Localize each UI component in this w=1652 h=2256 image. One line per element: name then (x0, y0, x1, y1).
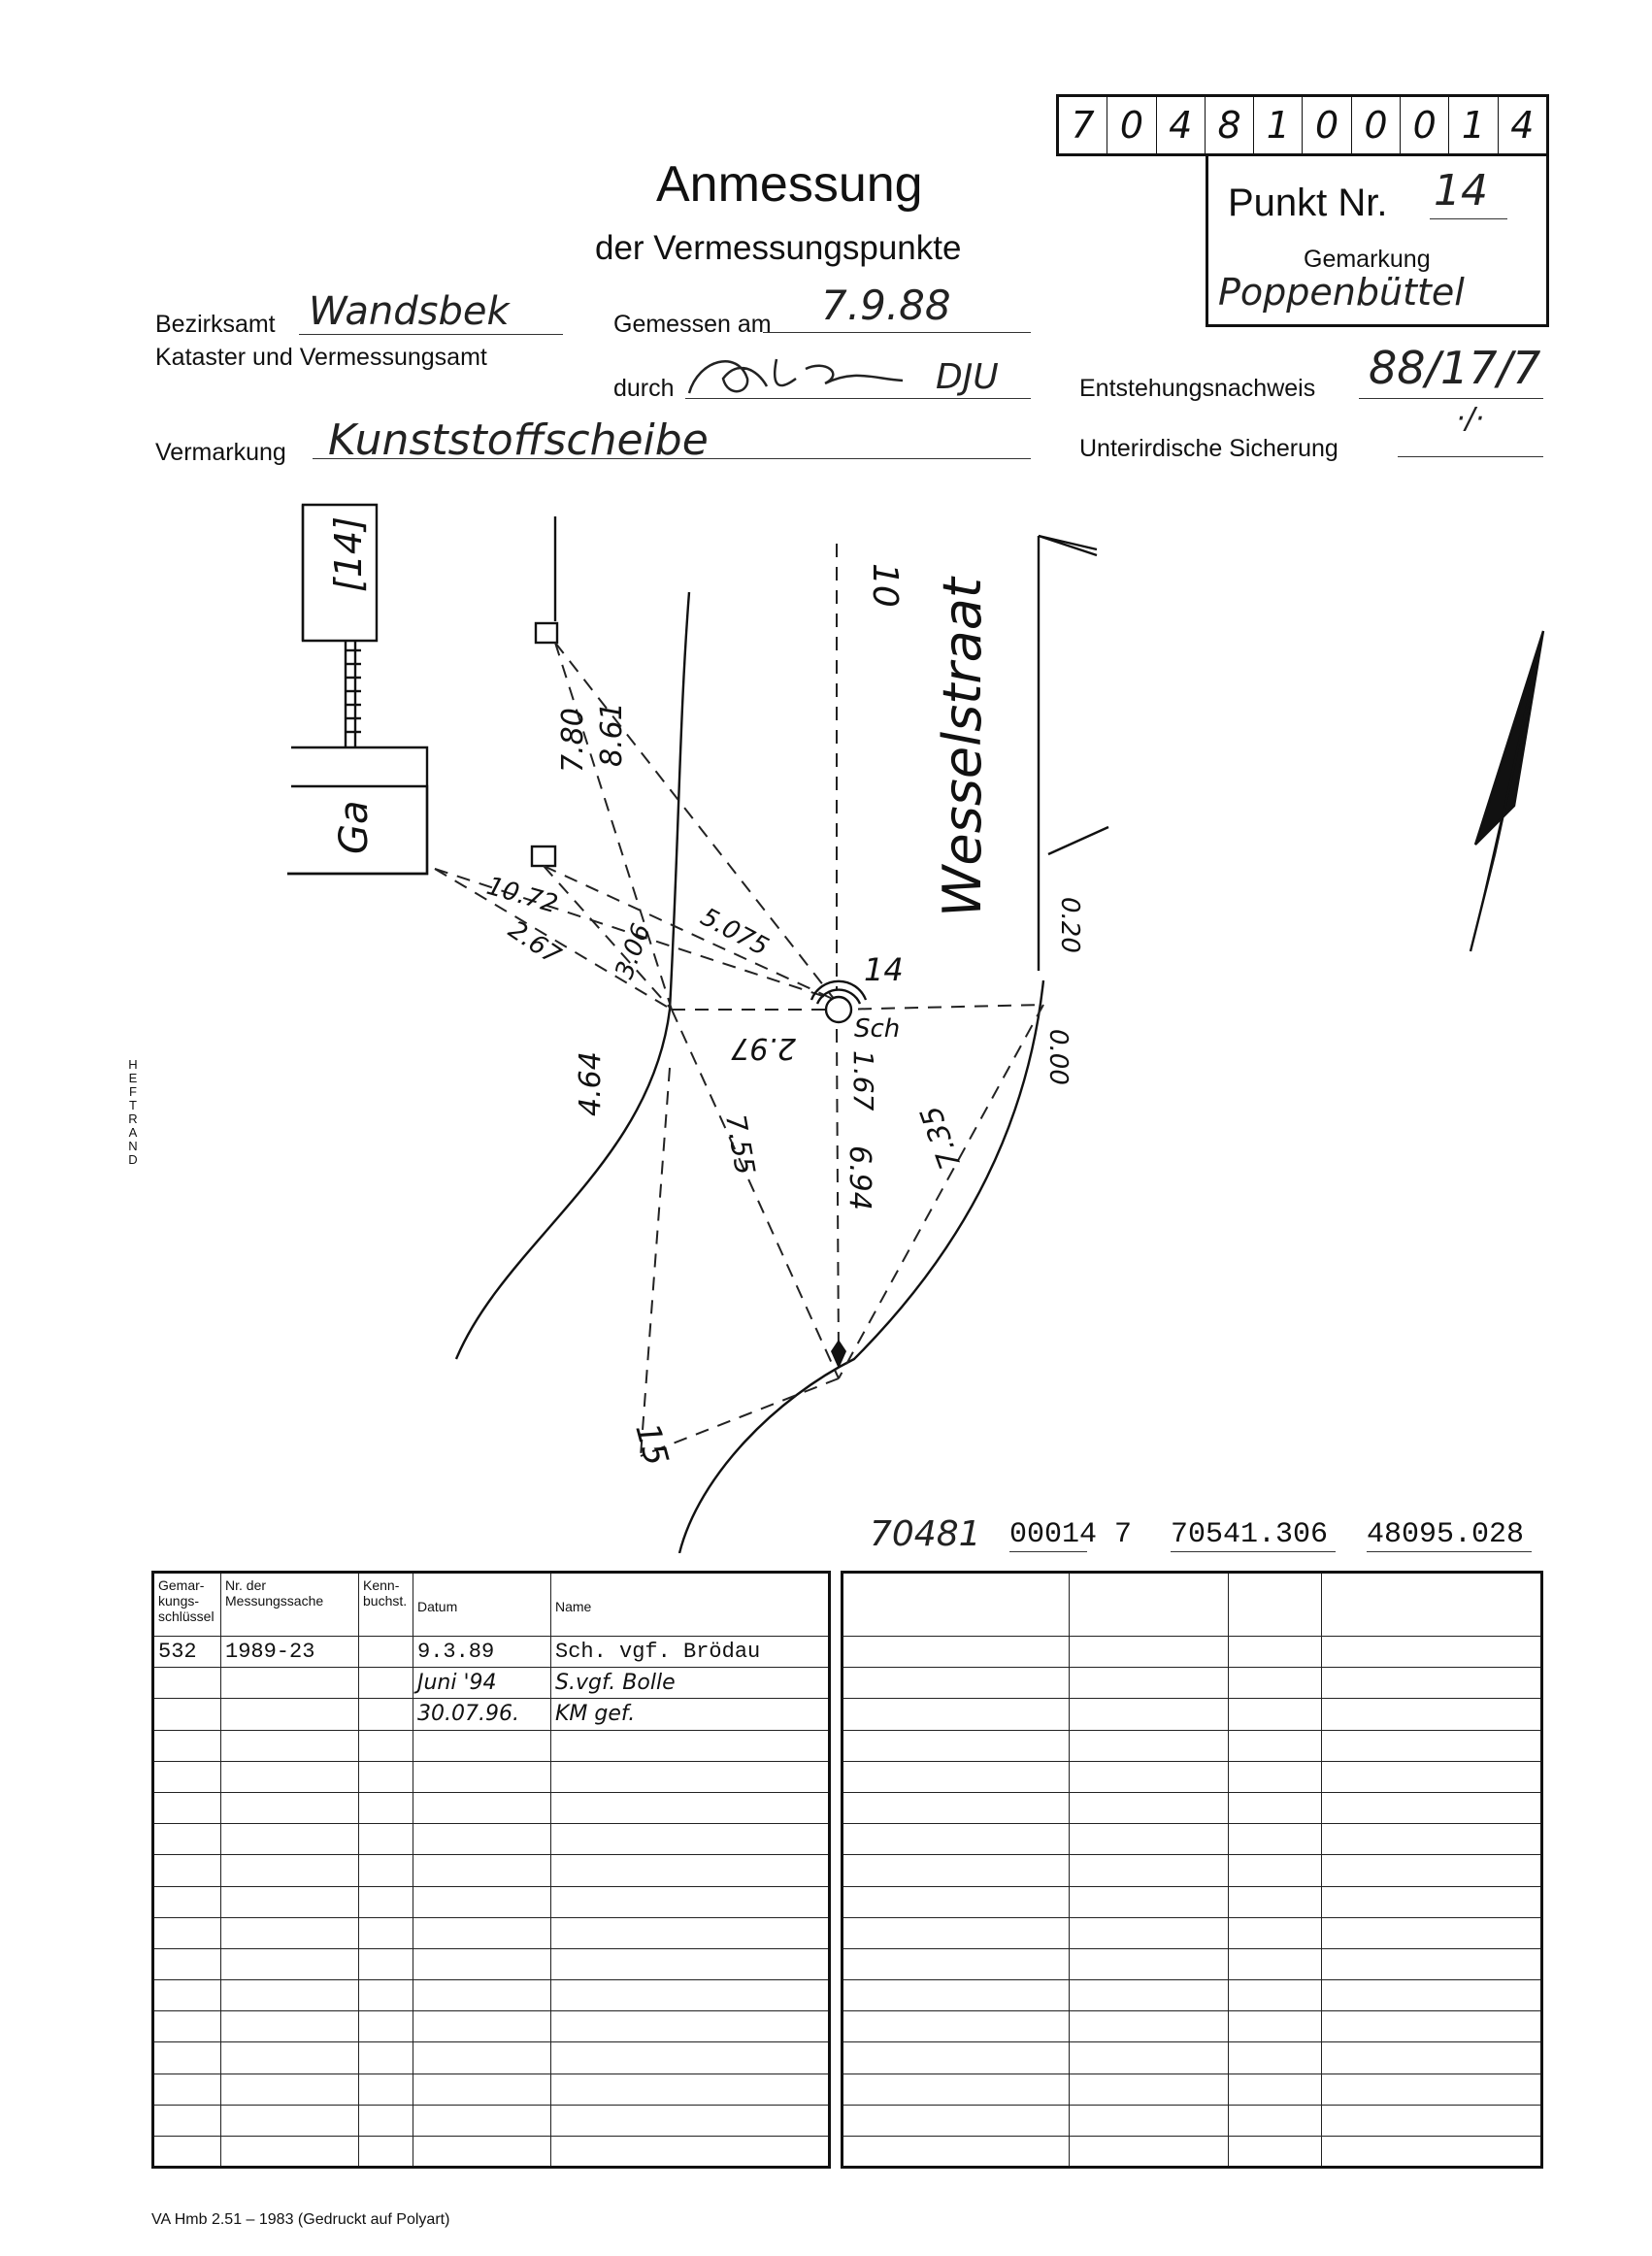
table-cell (413, 1761, 551, 1792)
table-cell (221, 2042, 359, 2074)
header-schluessel: Gemar-kungs-schlüssel (153, 1573, 221, 1637)
vermarkung-value: Kunststoffscheibe (328, 415, 709, 465)
table-cell (1322, 1824, 1542, 1855)
table-row (843, 1886, 1542, 1917)
measurement: 1.67 (847, 1050, 879, 1111)
table-row (843, 1761, 1542, 1792)
table-cell (1229, 1730, 1322, 1761)
table-cell (359, 2137, 413, 2168)
measurement: 8.61 (595, 702, 629, 767)
table-row (843, 1824, 1542, 1855)
form-footer: VA Hmb 2.51 – 1983 (Gedruckt auf Polyart) (151, 2211, 450, 2228)
table-row (153, 1637, 830, 1668)
table-cell (1322, 1637, 1542, 1668)
table-cell (359, 1730, 413, 1761)
table-row (153, 1792, 830, 1823)
code-digit: 4 (1510, 104, 1535, 147)
table-cell (1229, 2011, 1322, 2042)
table-cell (359, 1948, 413, 1979)
table-cell (551, 1948, 830, 1979)
code-digit: 7 (1059, 97, 1107, 153)
table-cell (413, 1917, 551, 1948)
code-digit: 1 (1449, 97, 1498, 153)
table-row (843, 1699, 1542, 1730)
table-cell (221, 1824, 359, 1855)
table-cell (1322, 1917, 1542, 1948)
table-cell (1322, 2074, 1542, 2105)
bezirksamt-value: Wandsbek (309, 289, 510, 334)
sch-label: Sch (854, 1014, 901, 1044)
table-cell (1070, 2137, 1229, 2168)
table-cell (153, 1980, 221, 2011)
cell-nr: 1989-23 (221, 1637, 359, 1668)
table-cell (1229, 1761, 1322, 1792)
table-cell (359, 1917, 413, 1948)
table-cell (1322, 1980, 1542, 2011)
table-cell (1322, 2137, 1542, 2168)
table-cell (843, 2042, 1070, 2074)
punkt-label: Punkt Nr. (1228, 182, 1388, 224)
table-cell (1070, 1792, 1229, 1823)
fence-marks (346, 641, 361, 747)
table-cell (359, 1855, 413, 1886)
table-cell (843, 1792, 1070, 1823)
table-cell (413, 1886, 551, 1917)
cell-name: Sch. vgf. Brödau (551, 1637, 830, 1668)
table-cell (551, 2105, 830, 2136)
table-cell (1322, 2105, 1542, 2136)
measurement-history-table (151, 1571, 831, 2169)
cell-kenn (359, 1637, 413, 1668)
table-row (153, 1948, 830, 1979)
table-cell (1070, 1699, 1229, 1730)
measurement: 3.06 (610, 919, 657, 983)
punkt-number: 14 (1434, 166, 1488, 216)
table-row (843, 1917, 1542, 1948)
table-row (843, 1855, 1542, 1886)
table-cell (551, 1730, 830, 1761)
gemarkung-value: Poppenbüttel (1218, 271, 1465, 314)
table-cell (359, 2011, 413, 2042)
table-cell (1229, 2074, 1322, 2105)
table-cell (551, 2074, 830, 2105)
cell-datum: 9.3.89 (413, 1637, 551, 1668)
header-name: Name (551, 1573, 830, 1637)
table-cell (359, 2105, 413, 2136)
cell-kenn (359, 1668, 413, 1699)
header-kenn: Kenn-buchst. (359, 1573, 413, 1637)
table-cell (1322, 1855, 1542, 1886)
page-subtitle: der Vermessungspunkte (595, 229, 962, 267)
table-row (843, 1730, 1542, 1761)
table-cell (413, 1948, 551, 1979)
table-cell (843, 1980, 1070, 2011)
measurement: 7.80 (556, 708, 590, 773)
table-cell (1322, 1730, 1542, 1761)
table-cell (1070, 2011, 1229, 2042)
entstehung-value: 88/17/7 (1369, 342, 1541, 394)
table-cell (1322, 2042, 1542, 2074)
table-cell (153, 2074, 221, 2105)
label-10: 10 (865, 563, 905, 608)
table-cell (1229, 1980, 1322, 2011)
table-cell (843, 2074, 1070, 2105)
code-digit: 0 (1107, 97, 1156, 153)
table-cell (221, 1917, 359, 1948)
table-cell (221, 2011, 359, 2042)
table-cell (843, 2137, 1070, 2168)
label-14-box: [14] (327, 515, 370, 592)
table-cell (551, 1855, 830, 1886)
cell-datum: 30.07.96. (413, 1699, 551, 1730)
table-cell (843, 1855, 1070, 1886)
point-label: 14 (864, 951, 904, 988)
code-digit: 8 (1206, 97, 1254, 153)
table-cell (551, 2011, 830, 2042)
coord-punkt: 00014 7 (1009, 1518, 1133, 1551)
table-cell (843, 1637, 1070, 1668)
table-row (153, 1668, 830, 1699)
table-row (153, 2042, 830, 2074)
measurement: 5.075 (695, 902, 774, 963)
table-cell (413, 2074, 551, 2105)
table-cell (551, 1761, 830, 1792)
label-15: 15 (627, 1418, 677, 1471)
table-cell (221, 1948, 359, 1979)
table-cell (359, 2042, 413, 2074)
page-title: Anmessung (656, 156, 923, 213)
header-nr: Nr. der Messungssache (221, 1573, 359, 1637)
table-row (153, 2011, 830, 2042)
entstehung-label: Entstehungsnachweis (1079, 375, 1316, 402)
table-cell (153, 1855, 221, 1886)
point-14-marker (826, 997, 851, 1022)
vermarkung-label: Vermarkung (155, 439, 286, 466)
table-cell (1229, 1886, 1322, 1917)
table-cell (221, 1792, 359, 1823)
table-row (843, 2137, 1542, 2168)
table-cell (359, 1980, 413, 2011)
table-cell (153, 1886, 221, 1917)
table-cell (359, 1824, 413, 1855)
cell-schluessel (153, 1699, 221, 1730)
table-cell (153, 1761, 221, 1792)
table-cell (551, 2042, 830, 2074)
curb-left (456, 592, 689, 1359)
coord-hoch: 48095.028 (1367, 1518, 1525, 1551)
table-cell (413, 2011, 551, 2042)
cell-kenn (359, 1699, 413, 1730)
measurement: 7.35 (913, 1101, 969, 1175)
table-cell (221, 2105, 359, 2136)
table-cell (359, 1761, 413, 1792)
table-cell (1070, 1917, 1229, 1948)
table-cell (551, 1980, 830, 2011)
measurement: 6.94 (843, 1145, 876, 1211)
table-cell (1322, 1699, 1542, 1730)
unterirdisch-label: Unterirdische Sicherung (1079, 435, 1338, 462)
point-code-box (1056, 94, 1549, 156)
cell-schluessel: 532 (153, 1637, 221, 1668)
table-row (843, 2042, 1542, 2074)
cell-nr (221, 1699, 359, 1730)
table-cell (221, 1855, 359, 1886)
table-cell (1070, 2105, 1229, 2136)
table-cell (1322, 2011, 1542, 2042)
code-digit: 0 (1303, 97, 1351, 153)
measurement: 0.00 (1043, 1029, 1073, 1085)
table-cell (1229, 2137, 1322, 2168)
table-row (843, 2074, 1542, 2105)
table-cell (413, 1792, 551, 1823)
table-row (153, 1886, 830, 1917)
table-row (153, 2105, 830, 2136)
street-name: Wesselstraat (932, 578, 993, 917)
table-row (843, 1668, 1542, 1699)
table-cell (1070, 1668, 1229, 1699)
measurement: 0.20 (1055, 897, 1084, 953)
north-arrow (1470, 631, 1543, 951)
cell-datum: Juni '94 (413, 1668, 551, 1699)
table-header-row (843, 1573, 1542, 1637)
table-cell (1229, 1699, 1322, 1730)
label-ga: Ga (332, 800, 377, 854)
table-cell (153, 1948, 221, 1979)
header-datum: Datum (413, 1573, 551, 1637)
table-cell (221, 1730, 359, 1761)
table-cell (551, 2137, 830, 2168)
table-cell (1070, 1980, 1229, 2011)
table-row (843, 1980, 1542, 2011)
table-row (153, 1917, 830, 1948)
table-cell (1229, 1637, 1322, 1668)
durch-label: durch (613, 375, 675, 402)
table-row (153, 2137, 830, 2168)
table-cell (359, 2074, 413, 2105)
measurement: 7.55 (719, 1111, 762, 1178)
table-cell (413, 2042, 551, 2074)
table-cell (843, 1730, 1070, 1761)
punkt-box (1206, 156, 1549, 327)
table-header-row (153, 1573, 830, 1637)
table-cell (1070, 2042, 1229, 2074)
table-row (153, 1824, 830, 1855)
cell-name: KM gef. (551, 1699, 830, 1730)
table-cell (1229, 1792, 1322, 1823)
table-cell (359, 1792, 413, 1823)
measurement: 2.97 (731, 1031, 796, 1065)
table-cell (1070, 2074, 1229, 2105)
table-row (843, 2105, 1542, 2136)
secondary-history-table (841, 1571, 1543, 2169)
table-cell (1229, 1855, 1322, 1886)
gemessen-label: Gemessen am (613, 311, 772, 338)
table-cell (221, 1980, 359, 2011)
table-cell (153, 2042, 221, 2074)
table-cell (843, 1948, 1070, 1979)
survey-sketch (0, 485, 1652, 1553)
coord-gemarkung: 70481 (870, 1514, 981, 1554)
code-digit: 0 (1401, 97, 1449, 153)
table-cell (153, 2137, 221, 2168)
table-cell (843, 1668, 1070, 1699)
table-cell (1070, 1761, 1229, 1792)
table-cell (153, 1824, 221, 1855)
table-cell (413, 1824, 551, 1855)
table-cell (1229, 1948, 1322, 1979)
table-cell (551, 1824, 830, 1855)
measurement: 4.64 (574, 1051, 608, 1116)
table-cell (153, 1917, 221, 1948)
table-row (153, 1980, 830, 2011)
table-cell (413, 2137, 551, 2168)
coord-rechts: 70541.306 (1171, 1518, 1329, 1551)
table-cell (1229, 1668, 1322, 1699)
table-row (153, 1761, 830, 1792)
table-cell (1229, 2042, 1322, 2074)
table-cell (1322, 1886, 1542, 1917)
durch-value: DJU (936, 357, 999, 397)
gemarkung-label: Gemarkung (1304, 246, 1431, 273)
table-cell (359, 1886, 413, 1917)
table-cell (1322, 1761, 1542, 1792)
table-cell (1322, 1948, 1542, 1979)
table-cell (551, 1886, 830, 1917)
table-cell (1229, 1917, 1322, 1948)
table-cell (153, 2105, 221, 2136)
table-cell (1229, 2105, 1322, 2136)
table-cell (1070, 1948, 1229, 1979)
measurement: 2.67 (503, 914, 566, 972)
table-row (843, 1948, 1542, 1979)
table-cell (413, 1730, 551, 1761)
bezirksamt-label: Bezirksamt (155, 311, 276, 338)
table-cell (1322, 1792, 1542, 1823)
table-cell (1070, 1855, 1229, 1886)
table-cell (1322, 1668, 1542, 1699)
table-cell (551, 1917, 830, 1948)
table-cell (843, 1917, 1070, 1948)
table-cell (551, 1792, 830, 1823)
cell-name: S.vgf. Bolle (551, 1668, 830, 1699)
table-cell (843, 1699, 1070, 1730)
cell-nr (221, 1668, 359, 1699)
heftrand-label: HEFTRAND (128, 1057, 138, 1167)
table-cell (1070, 1730, 1229, 1761)
table-row (843, 1637, 1542, 1668)
table-cell (413, 1980, 551, 2011)
table-cell (1070, 1886, 1229, 1917)
table-row (153, 1699, 830, 1730)
cell-schluessel (153, 1668, 221, 1699)
table-row (153, 1855, 830, 1886)
table-cell (1070, 1637, 1229, 1668)
table-cell (221, 2137, 359, 2168)
table-row (153, 1730, 830, 1761)
table-cell (153, 1730, 221, 1761)
table-row (843, 2011, 1542, 2042)
kataster-label: Kataster und Vermessungsamt (155, 344, 487, 371)
table-cell (153, 1792, 221, 1823)
table-row (843, 1792, 1542, 1823)
gemessen-value: 7.9.88 (821, 282, 951, 329)
table-cell (1229, 1824, 1322, 1855)
code-digit: 4 (1157, 97, 1206, 153)
table-cell (843, 1886, 1070, 1917)
table-cell (221, 1761, 359, 1792)
measurement: 10.72 (483, 871, 561, 920)
table-cell (221, 2074, 359, 2105)
table-cell (1070, 1824, 1229, 1855)
unterirdisch-value: ·/· (1456, 402, 1485, 436)
table-cell (413, 1855, 551, 1886)
code-digit: 1 (1254, 97, 1303, 153)
table-cell (413, 2105, 551, 2136)
table-cell (843, 2011, 1070, 2042)
table-row (153, 2074, 830, 2105)
table-cell (843, 1761, 1070, 1792)
table-cell (153, 2011, 221, 2042)
table-cell (843, 1824, 1070, 1855)
table-cell (221, 1886, 359, 1917)
code-digit: 0 (1352, 97, 1401, 153)
table-cell (843, 2105, 1070, 2136)
